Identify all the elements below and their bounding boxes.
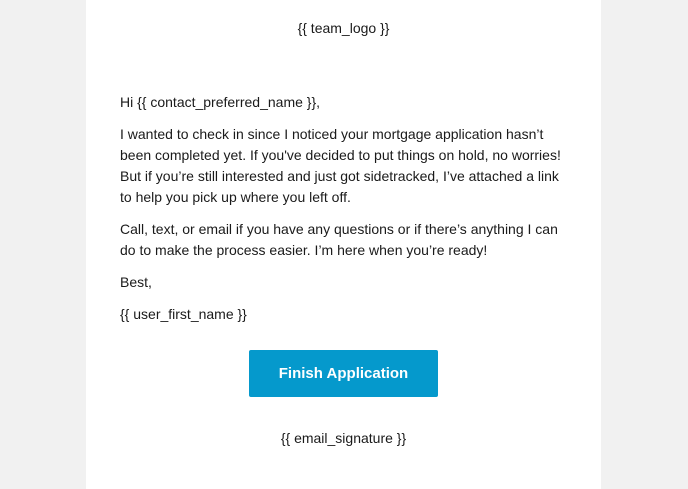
greeting-text: Hi {{ contact_preferred_name }}, xyxy=(120,94,321,110)
email-signature-placeholder: {{ email_signature }} xyxy=(280,430,407,446)
team-logo-placeholder: {{ team_logo }} xyxy=(297,20,390,36)
body-paragraph-2: Call, text, or email if you have any questions or if there’s anything I can do to make the process easier. I’m here when you’re ready! xyxy=(120,221,558,258)
cta-container xyxy=(86,350,601,397)
body-paragraph-1: I wanted to check in since I noticed your mortgage application hasn’t been completed yet. If you've decided to put things on hold, no worries! But if you’re still interested and just got sidetracked, I’ve attached a link to help you pick up where you left off. xyxy=(120,126,561,205)
email-body xyxy=(120,92,570,336)
finish-application-button[interactable]: Finish Application xyxy=(249,350,438,397)
email-card xyxy=(86,0,601,489)
sign-off-text: Best, xyxy=(120,274,152,290)
sender-first-name: {{ user_first_name }} xyxy=(120,306,247,322)
